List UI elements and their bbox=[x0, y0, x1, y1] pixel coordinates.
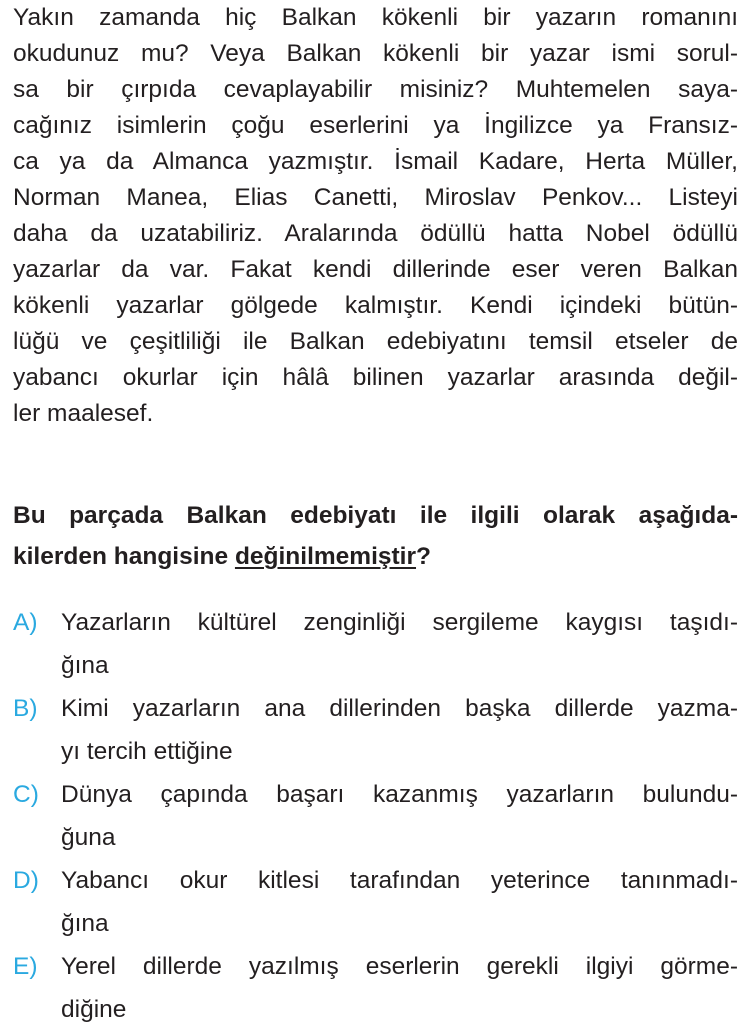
option-line: Yerel dillerde yazılmış eserlerin gerekli ilgiyi görme- bbox=[61, 953, 738, 980]
option-text bbox=[61, 601, 738, 687]
passage-line: cağınız isimlerin çoğu eserlerini ya İngilizce ya Fransız- bbox=[13, 112, 738, 139]
option-line: Kimi yazarların ana dillerinden başka dillerde yazma- bbox=[61, 695, 738, 722]
question-mark: ? bbox=[416, 543, 431, 570]
option-line: ğına bbox=[61, 652, 109, 679]
passage-line: daha da uzatabiliriz. Aralarında ödüllü hatta Nobel ödüllü bbox=[13, 220, 738, 247]
option-text bbox=[61, 945, 738, 1031]
option-b[interactable] bbox=[13, 687, 738, 773]
passage-line: sa bir çırpıda cevaplayabilir misiniz? Muhtemelen saya- bbox=[13, 76, 738, 103]
option-letter: E) bbox=[13, 953, 38, 980]
passage-line: kökenli yazarlar gölgede kalmıştır. Kendi içindeki bütün- bbox=[13, 292, 738, 319]
option-text bbox=[61, 773, 738, 859]
answer-options bbox=[13, 601, 738, 1031]
question-line bbox=[13, 536, 738, 577]
passage-line: yazarlar da var. Fakat kendi dillerinde eser veren Balkan bbox=[13, 256, 738, 283]
option-line: diğine bbox=[61, 996, 127, 1023]
option-line: Yazarların kültürel zenginliği sergileme kaygısı taşıdı- bbox=[61, 609, 738, 636]
question-stem bbox=[13, 495, 738, 577]
option-line: Yabancı okur kitlesi tarafından yeterince tanınmadı- bbox=[61, 867, 738, 894]
option-letter: B) bbox=[13, 695, 38, 722]
passage-line: ca ya da Almanca yazmıştır. İsmail Kadare, Herta Müller, bbox=[13, 148, 738, 175]
passage-line: yabancı okurlar için hâlâ bilinen yazarlar arasında değil- bbox=[13, 364, 738, 391]
option-e[interactable] bbox=[13, 945, 738, 1031]
passage-line: Yakın zamanda hiç Balkan kökenli bir yazarın romanını bbox=[13, 4, 738, 31]
passage-line: lüğü ve çeşitliliği ile Balkan edebiyatını temsil etseler de bbox=[13, 328, 738, 355]
option-letter: D) bbox=[13, 867, 39, 894]
passage-line: okudunuz mu? Veya Balkan kökenli bir yazar ismi sorul- bbox=[13, 40, 738, 67]
option-line: yı tercih ettiğine bbox=[61, 738, 233, 765]
reading-passage bbox=[13, 0, 738, 432]
question-text: kilerden hangisine bbox=[13, 543, 235, 570]
option-line: ğına bbox=[61, 910, 109, 937]
passage-line: ler maalesef. bbox=[13, 400, 154, 427]
option-a[interactable] bbox=[13, 601, 738, 687]
option-line: Dünya çapında başarı kazanmış yazarların bulundu- bbox=[61, 781, 738, 808]
option-line: ğuna bbox=[61, 824, 116, 851]
question-line: Bu parçada Balkan edebiyatı ile ilgili olarak aşağıda- bbox=[13, 502, 738, 529]
option-letter: C) bbox=[13, 781, 39, 808]
option-letter: A) bbox=[13, 609, 38, 636]
option-text bbox=[61, 687, 738, 773]
passage-line: Norman Manea, Elias Canetti, Miroslav Penkov... Listeyi bbox=[13, 184, 738, 211]
option-c[interactable] bbox=[13, 773, 738, 859]
option-d[interactable] bbox=[13, 859, 738, 945]
option-text bbox=[61, 859, 738, 945]
question-emphasis: değinilmemiştir bbox=[234, 543, 417, 570]
